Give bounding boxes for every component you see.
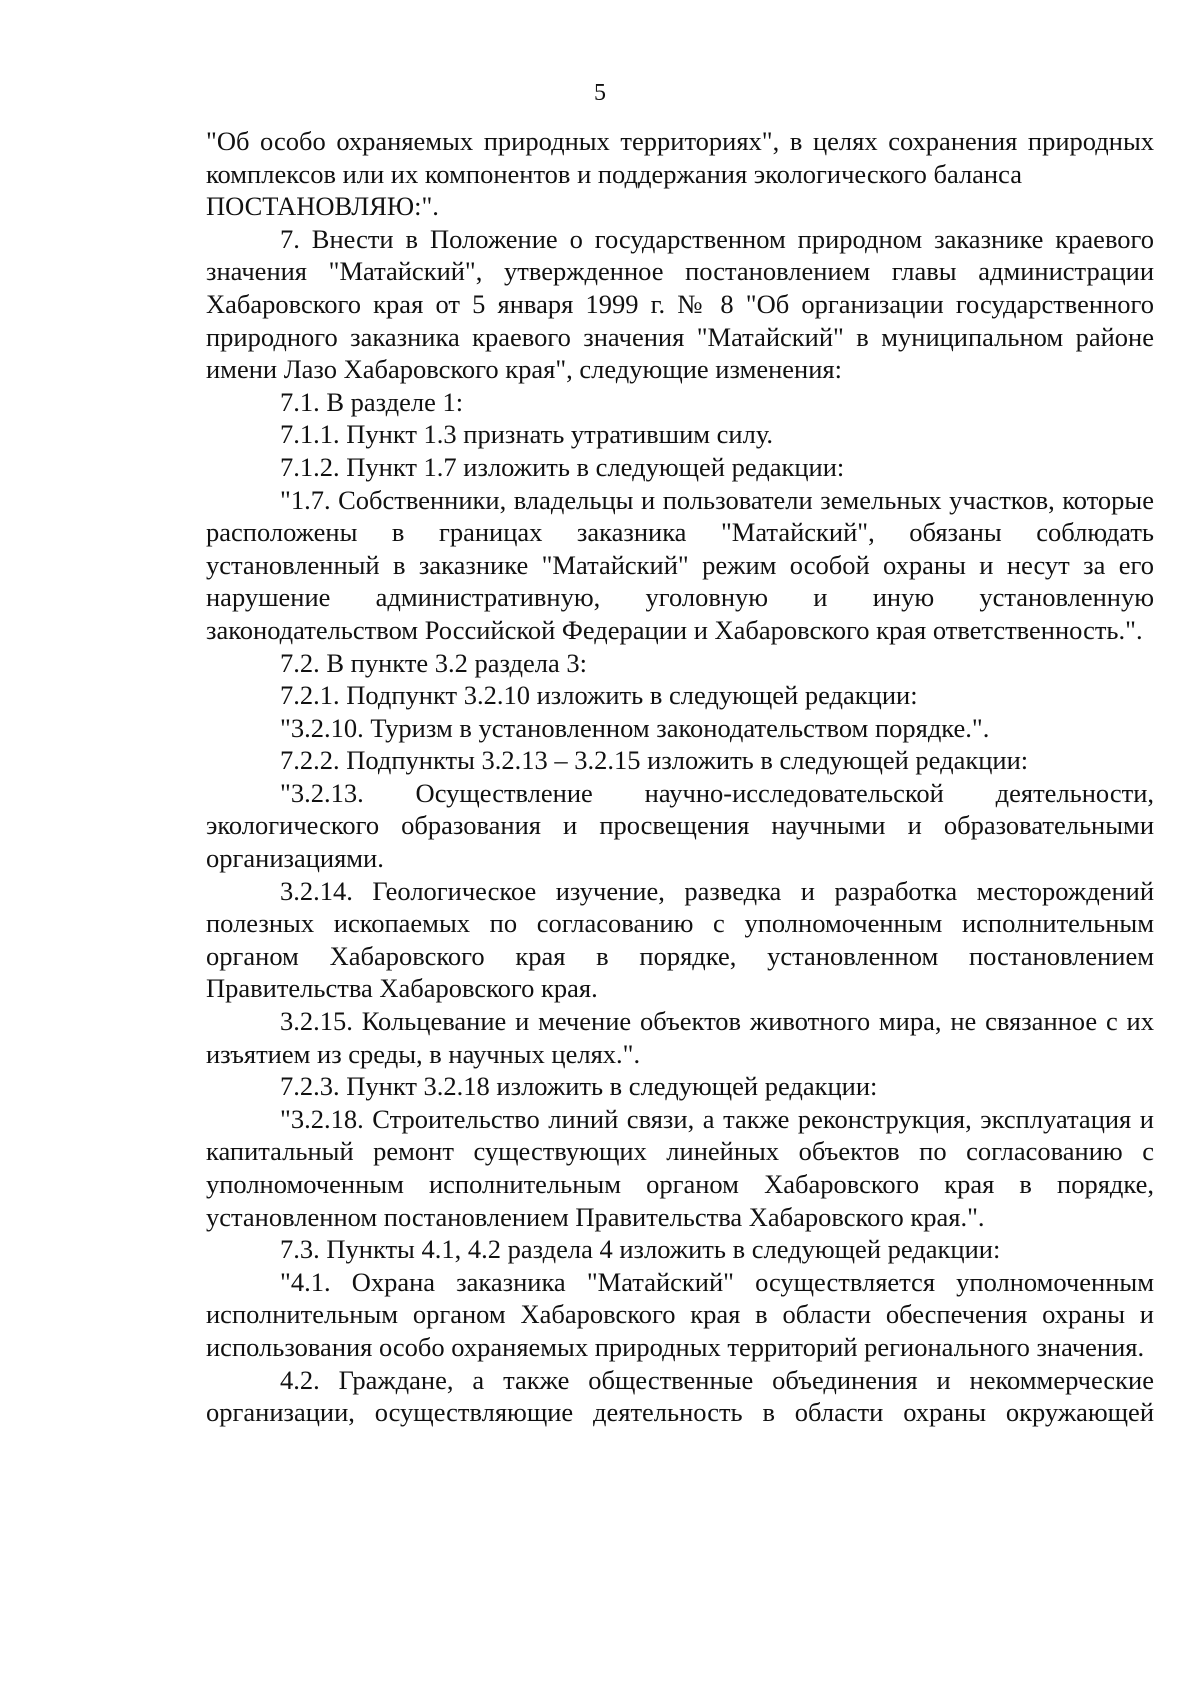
- paragraph-item-7-2: 7.2. В пункте 3.2 раздела 3:: [280, 647, 588, 678]
- paragraph-item-7-1-2: 7.1.2. Пункт 1.7 изложить в следующей редакции:: [280, 451, 845, 482]
- paragraph-item-7-2-2: 7.2.2. Подпункты 3.2.13 – 3.2.15 изложить в следующей редакции:: [280, 745, 1029, 776]
- paragraph-clause-3-2-13: "3.2.13. Осуществление научно-исследовательской деятельности, экологического образования и просвещения научными и образовательными организациями.: [206, 777, 1154, 874]
- paragraph-item-7-1: 7.1. В разделе 1:: [280, 386, 464, 417]
- paragraph-item-7-1-1: 7.1.1. Пункт 1.3 признать утратившим силу.: [280, 419, 774, 450]
- paragraph-clause-4-1: "4.1. Охрана заказника "Матайский" осуществляется уполномоченным исполнительным органом Хабаровского края в области обеспечения охраны и использования особо охраняемых природных территорий регионального значения.: [206, 1266, 1154, 1362]
- paragraph-resolve: ПОСТАНОВЛЯЮ:".: [206, 191, 439, 222]
- paragraph-item-7: 7. Внести в Положение о государственном природном заказнике краевого значения "Матайский", утвержденное постановлением главы администрации Хабаровского края от 5 января 1999 г. № 8 "Об организации государственного природного заказника краевого значения "Матайский" в муниципальном районе имени Лазо Хабаровского края", следующие изменения:: [206, 223, 1154, 385]
- paragraph-clause-3-2-18: "3.2.18. Строительство линий связи, а также реконструкция, эксплуатация и капитальный ремонт существующих линейных объектов по согласованию с уполномоченным исполнительным органом Хабаровского края в порядке, установленном постановлением Правительства Хабаровского края.".: [206, 1103, 1154, 1232]
- document-body: [206, 125, 1154, 1429]
- paragraph-item-7-2-1: 7.2.1. Подпункт 3.2.10 изложить в следующей редакции:: [280, 680, 918, 711]
- paragraph-clause-1-7: "1.7. Собственники, владельцы и пользователи земельных участков, которые расположены в границах заказника "Матайский", обязаны соблюдать установленный в заказнике "Матайский" режим особой охраны и несут за его нарушение административную, уголовную и иную установленную законодательством Российской Федерации и Хабаровского края ответственность.".: [206, 484, 1154, 645]
- paragraph-clause-3-2-10: "3.2.10. Туризм в установленном законодательством порядке.".: [280, 712, 990, 743]
- paragraph-item-7-3: 7.3. Пункты 4.1, 4.2 раздела 4 изложить в следующей редакции:: [280, 1234, 1001, 1265]
- paragraph-clause-3-2-15: 3.2.15. Кольцевание и мечение объектов животного мира, не связанное с их изъятием из среды, в научных целях.".: [206, 1006, 1154, 1069]
- paragraph-preamble: "Об особо охраняемых природных территориях", в целях сохранения природных комплексов или их компонентов и поддержания экологического баланса: [206, 126, 1154, 189]
- page-number: 5: [594, 80, 606, 106]
- paragraph-item-7-2-3: 7.2.3. Пункт 3.2.18 изложить в следующей редакции:: [280, 1071, 878, 1102]
- paragraph-clause-4-2: 4.2. Граждане, а также общественные объединения и некоммерческие организации, осуществляющие деятельность в области охраны окружающей: [206, 1364, 1154, 1428]
- paragraph-clause-3-2-14: 3.2.14. Геологическое изучение, разведка и разработка месторождений полезных ископаемых по согласованию с уполномоченным исполнительным органом Хабаровского края в порядке, установленном постановлением Правительства Хабаровского края.: [206, 875, 1154, 1004]
